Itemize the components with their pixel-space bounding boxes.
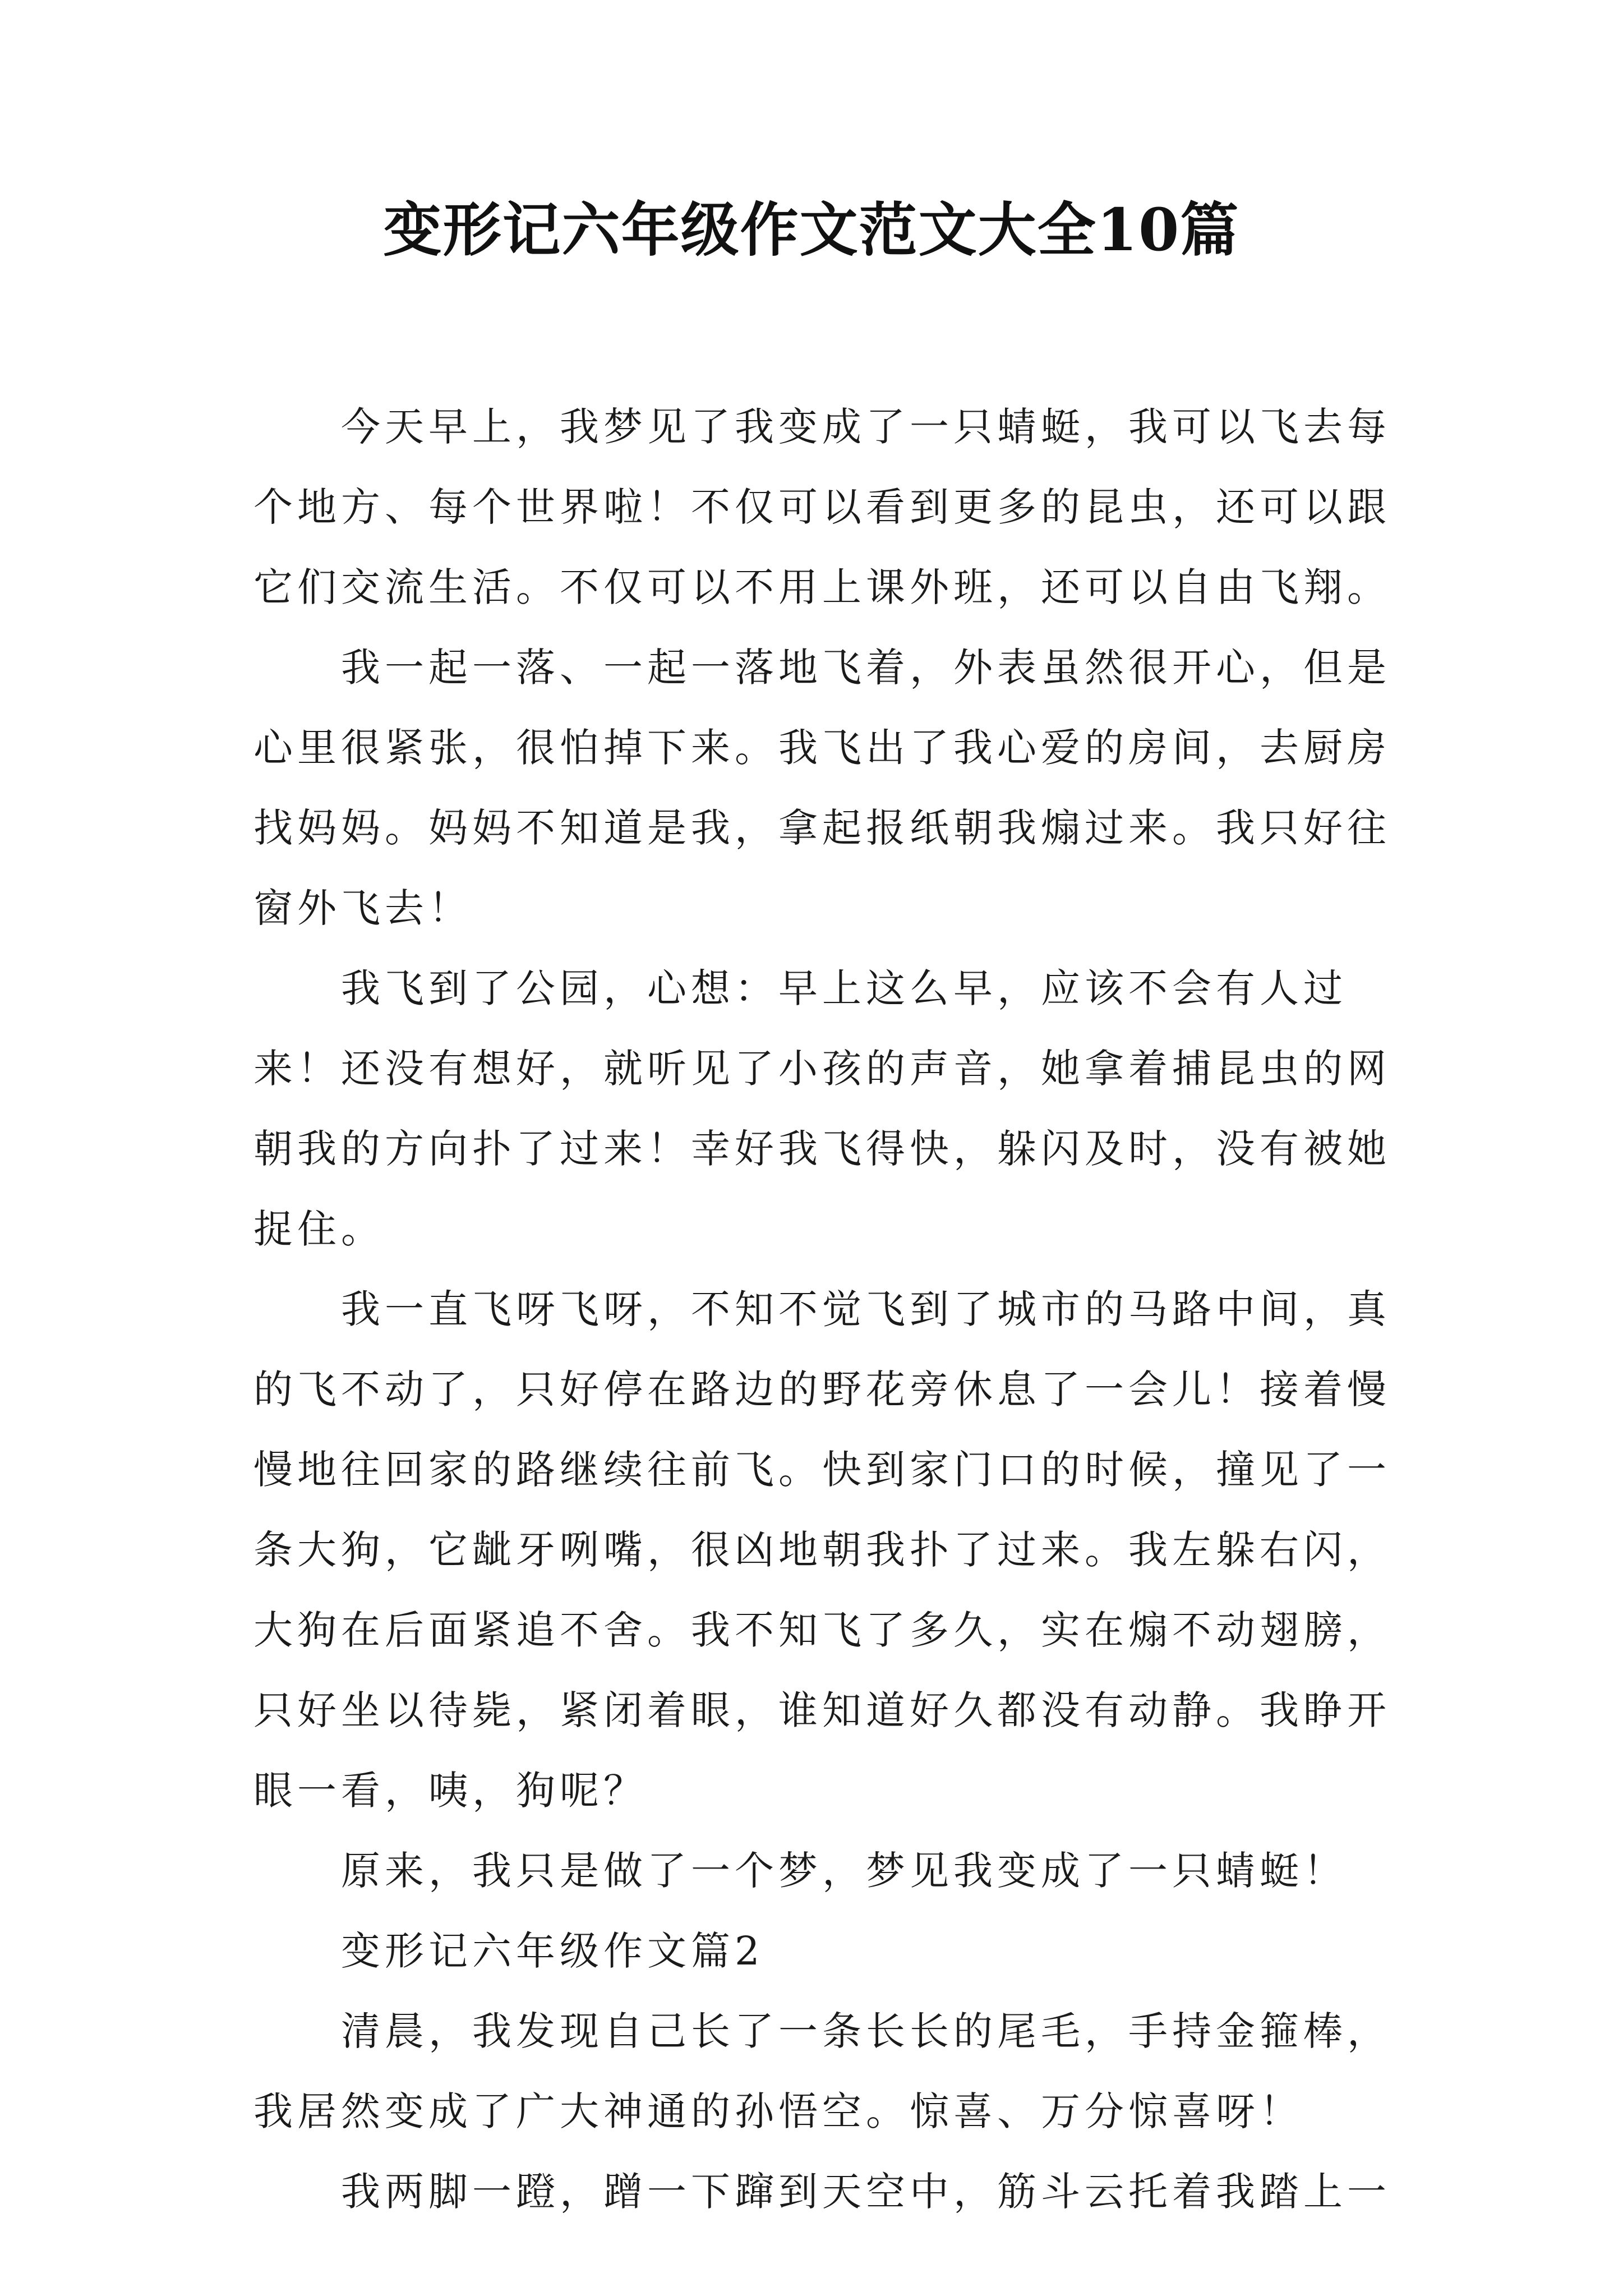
paragraph-1: 今天早上，我梦见了我变成了一只蜻蜓，我可以飞去每个地方、每个世界啦！不仅可以看到更多的昆虫，还可以跟它们交流生活。不仅可以不用上课外班，还可以自由飞翔。 [253, 404, 1391, 610]
paragraph-7: 我两脚一蹬，蹭一下蹿到天空中，筋斗云托着我踏上一 [341, 2169, 1391, 2215]
paragraph-6: 清晨，我发现自己长了一条长长的尾毛，手持金箍棒，我居然变成了广大神通的孙悟空。惊喜、万分惊喜呀！ [253, 2008, 1391, 2134]
paragraph-5: 原来，我只是做了一个梦，梦见我变成了一只蜻蜓！ [341, 1848, 1347, 1894]
paragraph-3: 我飞到了公园，心想：早上这么早，应该不会有人过来！还没有想好，就听见了小孩的声音，她拿着捕昆虫的网朝我的方向扑了过来！幸好我飞得快，躲闪及时，没有被她捉住。 [253, 965, 1391, 1252]
paragraph-2: 我一起一落、一起一落地飞着，外表虽然很开心，但是心里很紧张，很怕掉下来。我飞出了我心爱的房间，去厨房找妈妈。妈妈不知道是我，拿起报纸朝我煽过来。我只好往窗外飞去！ [253, 645, 1391, 931]
section-heading: 变形记六年级作文篇2 [341, 1928, 764, 1974]
document-title: 变形记六年级作文范文大全10篇 [383, 195, 1240, 264]
paragraph-4: 我一直飞呀飞呀，不知不觉飞到了城市的马路中间，真的飞不动了，只好停在路边的野花旁休息了一会儿！接着慢慢地往回家的路继续往前飞。快到家门口的时候，撞见了一条大狗，它龇牙咧嘴，很凶地朝我扑了过来。我左躲右闪，大狗在后面紧追不舍。我不知飞了多久，实在煽不动翅膀，只好坐以待毙，紧闭着眼，谁知道好久都没有动静。我睁开眼一看，咦，狗呢？ [253, 1286, 1391, 1814]
document-body [253, 387, 1398, 2232]
